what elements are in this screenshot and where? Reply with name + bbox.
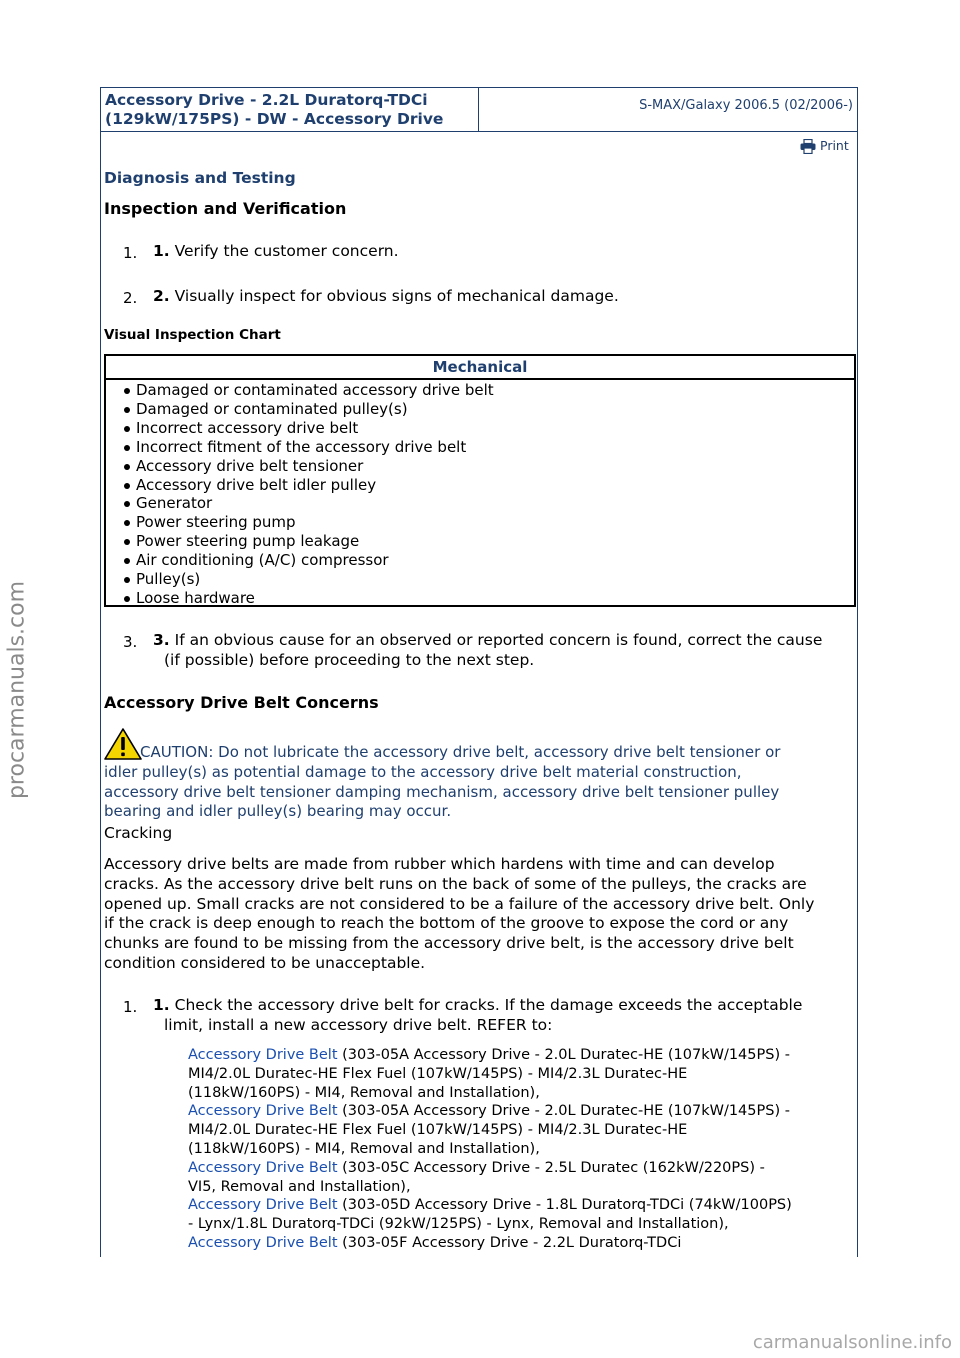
reference-item: Accessory Drive Belt (303-05C Accessory Drive - 2.5L Duratec (162kW/220PS) - VI5, Removal and Installation), <box>188 1159 765 1195</box>
list-item: Loose hardware <box>136 589 854 608</box>
step-1: 1. Verify the customer concern. <box>153 242 399 260</box>
reference-link[interactable]: Accessory Drive Belt <box>188 1159 338 1176</box>
page-frame-right <box>857 132 858 1257</box>
caution-note: CAUTION: Do not lubricate the accessory drive belt, accessory drive belt tensioner or idler pulley(s) as potential damage to the accessory drive belt material construction, accessory drive belt tensioner damping mechanism, accessory drive belt tensioner pulley bearing and idler pulley(s) bearing may occur. <box>104 728 854 822</box>
list-item: Pulley(s) <box>136 570 854 589</box>
step-number: 1. <box>123 244 138 262</box>
step-number: 2. <box>123 289 138 307</box>
chart-title: Visual Inspection Chart <box>104 327 281 343</box>
bottom-watermark: carmanualsonline.info <box>752 1332 952 1353</box>
cracking-paragraph: Accessory drive belts are made from rubber which hardens with time and can develop cracks. As the accessory drive belt runs on the back of some of the pulleys, the cracks are opened up. Small cracks are not considered to be a failure of the accessory drive belt. Only if the crack is deep enough to reach the bottom of the groove to expose the cord or any chunks are found to be missing from the accessory drive belt, is the accessory drive belt condition considered to be unacceptable. <box>104 855 815 972</box>
belt-concerns-heading: Accessory Drive Belt Concerns <box>104 693 379 712</box>
page-heading: Inspection and Verification <box>104 199 347 218</box>
visual-inspection-chart <box>104 354 856 607</box>
page-frame-left <box>100 132 101 1257</box>
list-item: Damaged or contaminated accessory drive belt <box>136 381 854 400</box>
reference-list <box>188 1046 854 1253</box>
reference-item: Accessory Drive Belt (303-05A Accessory Drive - 2.0L Duratec-HE (107kW/145PS) - MI4/2.0L Duratec-HE Flex Fuel (107kW/145PS) - MI4/2.3L Duratec-HE (118kW/160PS) - MI4, Removal and Installation), <box>188 1047 790 1101</box>
reference-item: Accessory Drive Belt (303-05D Accessory Drive - 1.8L Duratorq-TDCi (74kW/100PS) - Lynx/1.8L Duratorq-TDCi (92kW/125PS) - Lynx, Removal and Installation), <box>188 1197 792 1233</box>
list-item: Accessory drive belt idler pulley <box>136 476 854 495</box>
list-item: Power steering pump leakage <box>136 532 854 551</box>
reference-link[interactable]: Accessory Drive Belt <box>188 1234 338 1251</box>
document-header <box>100 87 858 132</box>
reference-link[interactable]: Accessory Drive Belt <box>188 1103 338 1120</box>
reference-item: Accessory Drive Belt (303-05F Accessory Drive - 2.2L Duratorq-TDCi <box>188 1234 682 1251</box>
list-item: Incorrect fitment of the accessory drive belt <box>136 438 854 457</box>
header-title: Accessory Drive - 2.2L Duratorq-TDCi (129kW/175PS) - DW - Accessory Drive <box>101 88 479 131</box>
header-model: S-MAX/Galaxy 2006.5 (02/2006-) <box>639 98 853 113</box>
reference-link[interactable]: Accessory Drive Belt <box>188 1047 338 1063</box>
step-3: 3. If an obvious cause for an observed or reported concern is found, correct the cause (if possible) before proceeding to the next step. <box>153 631 823 669</box>
mechanical-items-list <box>106 380 854 608</box>
list-item: Power steering pump <box>136 513 854 532</box>
reference-link[interactable]: Accessory Drive Belt <box>188 1197 338 1214</box>
check-step: 1. Check the accessory drive belt for cracks. If the damage exceeds the acceptable limit, install a new accessory drive belt. REFER to: <box>153 996 803 1034</box>
list-item: Incorrect accessory drive belt <box>136 419 854 438</box>
reference-item: Accessory Drive Belt (303-05A Accessory Drive - 2.0L Duratec-HE (107kW/145PS) - MI4/2.0L Duratec-HE Flex Fuel (107kW/145PS) - MI4/2.3L Duratec-HE (118kW/160PS) - MI4, Removal and Installation), <box>188 1103 790 1157</box>
section-title: Diagnosis and Testing <box>104 169 296 187</box>
step-2: 2. Visually inspect for obvious signs of mechanical damage. <box>153 287 619 305</box>
list-item: Damaged or contaminated pulley(s) <box>136 400 854 419</box>
cracking-label: Cracking <box>104 824 173 842</box>
printer-icon <box>800 139 816 154</box>
warning-icon <box>104 728 142 760</box>
list-item: Air conditioning (A/C) compressor <box>136 551 854 570</box>
list-item: Generator <box>136 494 854 513</box>
print-button[interactable] <box>800 138 849 154</box>
list-item: Accessory drive belt tensioner <box>136 457 854 476</box>
chart-column-header: Mechanical <box>106 356 854 380</box>
step-number: 1. <box>123 998 138 1016</box>
print-label: Print <box>820 138 849 153</box>
step-number: 3. <box>123 633 138 651</box>
